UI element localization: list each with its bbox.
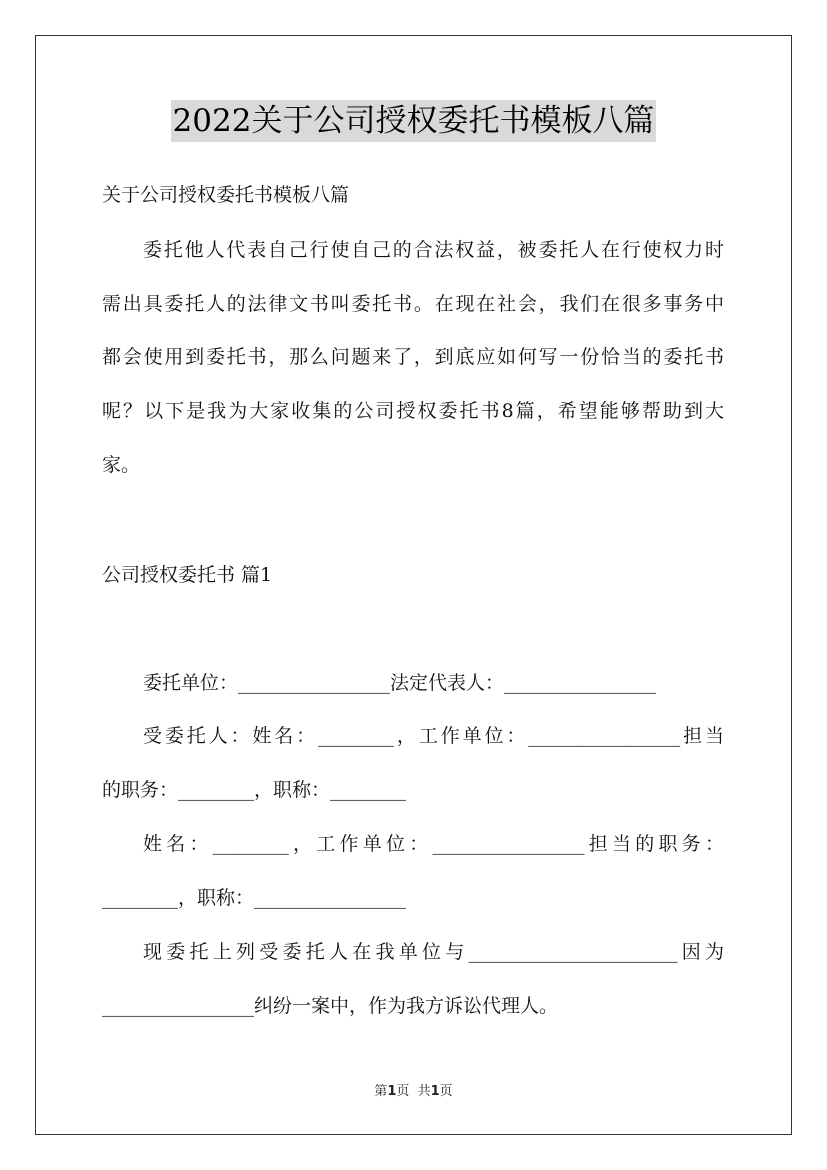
body-line-7: ________________纠纷一案中，作为我方诉讼代理人。	[102, 995, 559, 1017]
body-line-1: 委托单位：________________法定代表人：________________	[143, 672, 657, 694]
footer-page-suffix: 页 共	[396, 1084, 431, 1099]
body-line-5: ________，职称：________________	[102, 887, 407, 909]
footer-page-prefix: 第	[374, 1084, 388, 1099]
intro-line-2: 需出具委托人的法律文书叫委托书。在现在社会，我们在很多事务中	[102, 293, 724, 315]
footer-page-number: 1	[387, 1084, 397, 1099]
intro-line-4: 呢？以下是我为大家收集的公司授权委托书8篇，希望能够帮助到大	[102, 400, 724, 422]
intro-line-5: 家。	[102, 454, 141, 476]
footer-total-pages: 1	[430, 1084, 440, 1099]
footer-total-suffix: 页	[439, 1084, 453, 1099]
title-wrapper	[0, 100, 827, 142]
body-line-6: 现委托上列受委托人在我单位与______________________因为	[143, 941, 724, 963]
intro-line-3: 都会使用到委托书，那么问题来了，到底应如何写一份恰当的委托书	[102, 346, 724, 368]
document-subtitle: 关于公司授权委托书模板八篇	[102, 184, 350, 206]
body-line-2: 受委托人：姓名：________，工作单位：________________担当	[143, 725, 724, 747]
body-line-3: 的职务：________，职称：________	[102, 779, 407, 801]
section-heading: 公司授权委托书 篇1	[102, 564, 273, 586]
document-title: 2022关于公司授权委托书模板八篇	[171, 100, 657, 142]
intro-line-1: 委托他人代表自己行使自己的合法权益，被委托人在行使权力时	[143, 239, 724, 261]
page-footer	[0, 1083, 827, 1101]
body-line-4: 姓名：________，工作单位：________________担当的职务：	[143, 833, 724, 855]
